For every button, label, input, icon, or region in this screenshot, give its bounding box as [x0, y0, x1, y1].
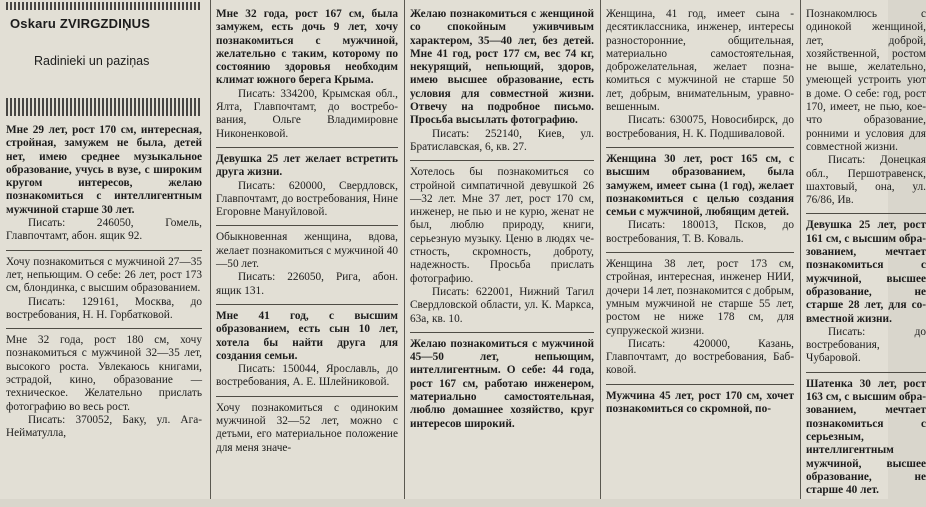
ad-contact: Писать: 226050, Рига, абон. ящик 131.	[216, 271, 398, 297]
ad-text: Мне 29 лет, рост 170 см, интересная, стройная, замужем не была, детей нет, имею среднее музыкальное образование, учусь в вузе, с широким кругом интересов, желаю познакомиться с интеллигентным мужчиной старше 30 лет.	[6, 124, 202, 216]
ad-contact: Писать: 180013, Псков, до востребования, Т. В. Коваль.	[606, 219, 794, 245]
divider	[216, 147, 398, 148]
ad-text: Обыкновенная женщина, вдова, желает познакомиться с мужчиной 40—50 лет.	[216, 231, 398, 271]
ad-text: Женщина 38 лет, рост 173 см, стройная, интересная, инженер НИИ, дочери 14 лет, познакомится с добрым, умным мужчиной не старше 55 лет, ростом не ниже 178 см, для супружеской жизни.	[606, 258, 794, 337]
personal-ad	[806, 378, 926, 498]
ad-text: Девушка 25 лет желает встретить друга жизни.	[216, 152, 398, 179]
personal-ad	[6, 124, 202, 244]
personal-ad	[6, 256, 202, 322]
personal-ad	[806, 219, 926, 365]
ad-text: Желаю познакомиться с женщиной со спокойным уживчивым характером, 35—40 лет, без детей. Мне 41 год, рост 177 см, вес 74 кг, некурящий, непьющий, здоров, имею высшее образование, есть условия для совместной жизни. Отвечу на подробное письмо. Просьба высылать фотографию.	[410, 8, 594, 127]
divider	[216, 304, 398, 305]
ad-contact: Писать: 334200, Крымская обл., Ялта, Главпочтамт, до востребования, Ольге Владимировне Никоненковой.	[216, 87, 398, 140]
header-hatch-top	[6, 2, 202, 10]
divider	[410, 332, 594, 333]
personal-ad	[606, 153, 794, 246]
personal-ad	[216, 153, 398, 219]
ad-contact: Писать: 420000, Казань, Главпочтамт, до востребования, Бабковой.	[606, 337, 794, 377]
personal-ad	[216, 231, 398, 297]
ad-contact: Писать: 622001, Нижний Тагил Свердловской области, ул. К. Маркса, 63а, кв. 10.	[410, 285, 594, 325]
divider	[806, 213, 926, 214]
ad-text: Мне 32 года, рост 167 см, была замужем, есть дочь 9 лет, хочу познакомиться с мужчиной, желательно с таким, которому по состоянию здоровья необходим климат южного берега Крыма.	[216, 8, 398, 87]
personal-ad	[606, 8, 794, 141]
personal-ad	[6, 334, 202, 440]
personal-ad	[216, 310, 398, 390]
ad-text: Мужчина 45 лет, рост 170 см, хочет познакомиться со скромной, по-	[606, 389, 794, 416]
ad-text: Хочу познакомиться с мужчиной 27—35 лет, непьющим. О себе: 26 лет, рост 173 см, блондинка, с высшим образованием.	[6, 255, 202, 295]
ad-text: Желаю познакомиться с мужчиной 45—50 лет, непьющим, интеллигентным. О себе: 44 года, рост 167 см, работаю инженером, материально самостоятельная, люблю домашнее хозяйство, круг интересов широкий.	[410, 337, 594, 430]
ad-text: Женщина 30 лет, рост 165 см, с высшим образованием, была замужем, имеет сына (1 год), желает познакомиться с целью создания семьи с мужчиной, любящим детей.	[606, 152, 794, 219]
ad-contact: Писать: 620000, Свердловск, Главпочтамт, до востребования, Нине Егоровне Мануйловой.	[216, 179, 398, 219]
column-1	[6, 124, 202, 499]
divider	[410, 160, 594, 161]
column-3	[410, 8, 594, 507]
ad-text: Хотелось бы познакомиться со стройной симпатичной девушкой 26—32 лет. Мне 37 лет, рост 170 см, инженер, не пью и не курю, женат не был, люблю природу, книги, серьезную музыку. Ценю в людях честность, скромность, доброту, надежность. Просьба прислать фотографию.	[410, 166, 594, 285]
divider	[6, 328, 202, 329]
divider	[6, 250, 202, 251]
header-hatch-bottom	[6, 98, 202, 116]
column-5	[806, 8, 926, 507]
ad-text: Мне 41 год, с высшим образованием, есть сын 10 лет, хотела бы найти друга для создания семьи.	[216, 309, 398, 362]
column-rule	[210, 0, 211, 499]
column-rule	[800, 0, 801, 499]
ad-text: Женщина, 41 год, имеет сына - десятиклассника, инженер, интересы разносторонние, общительная, материально самостоятельная, доброжелательная, желает познакомиться с мужчиной не старше 50 лет, добрым, внимательным, уравновешенным.	[606, 8, 794, 114]
divider	[216, 225, 398, 226]
ad-text: Хочу познакомиться с одиноким мужчиной 32—52 лет, можно с детьми, его материальное положение для меня значе-	[216, 401, 398, 454]
ad-contact: Писать: Донецкая обл., Першотравенск, шахтовый, она, ул. 76/86, Ив.	[806, 154, 926, 207]
personal-ad	[606, 258, 794, 378]
author-name: Oskaru ZVIRGZDIŅUS	[10, 16, 151, 31]
ad-text: Познакомлюсь с одинокой женщиной, лет, доброй, хозяйственной, ростом не выше, желательно, умеющей устроить уют в доме. О себе: год, рост 170, имеет, не пью, кое-что образование, ронними и условия для совместной жизни.	[806, 8, 926, 153]
column-4	[606, 8, 794, 507]
ad-text: Мне 32 года, рост 180 см, хочу познакомиться с мужчиной 32—35 лет, высокого роста. Увлекаюсь книгами, эстрадой, кино, образование — техническое. Желательно прислать фотографию во весь рост.	[6, 334, 202, 413]
ad-contact: Писать: 129161, Москва, до востребования, Н. Н. Горбатковой.	[6, 295, 202, 321]
ad-contact: Писать: 370052, Баку, ул. Ага-Нейматулла,	[6, 413, 202, 440]
divider	[606, 252, 794, 253]
personal-ad	[606, 390, 794, 417]
ad-contact: Писать: до востребования, Чубаровой.	[806, 325, 926, 365]
personal-ad	[216, 8, 398, 141]
column-header	[6, 2, 202, 120]
divider	[606, 384, 794, 385]
personal-ad	[410, 338, 594, 431]
column-rule	[404, 0, 405, 499]
ad-text: Девушка 25 лет, рост 161 см, с высшим образованием, мечтает познакомиться с мужчиной, высшее образование, не старше 28 лет, для совместной жизни.	[806, 219, 926, 325]
ad-contact: Писать: 246050, Гомель, Главпочтамт, абон. ящик 92.	[6, 217, 202, 243]
divider	[806, 372, 926, 373]
ad-contact: Писать: 150044, Ярославль, до востребования, А. Е. Шлейниковой.	[216, 363, 398, 389]
ad-contact: Писать: 630075, Новосибирск, до востребования, Н. К. Подшиваловой.	[606, 114, 794, 140]
ad-text: Шатенка 30 лет, рост 163 см, с высшим образованием, мечтает познакомиться с серьезным, интеллигентным мужчиной, высшее образование, не старше 40 лет.	[806, 377, 926, 497]
personal-ad	[410, 8, 594, 154]
rubric-title: Radinieki un paziņas	[34, 54, 150, 68]
divider	[606, 147, 794, 148]
divider	[216, 396, 398, 397]
personal-ad	[806, 8, 926, 207]
personal-ad	[216, 402, 398, 455]
column-2	[216, 8, 398, 507]
column-rule	[600, 0, 601, 499]
ad-contact: Писать: 252140, Киев, ул. Братиславская, 6, кв. 27.	[410, 127, 594, 153]
personal-ad	[410, 166, 594, 326]
